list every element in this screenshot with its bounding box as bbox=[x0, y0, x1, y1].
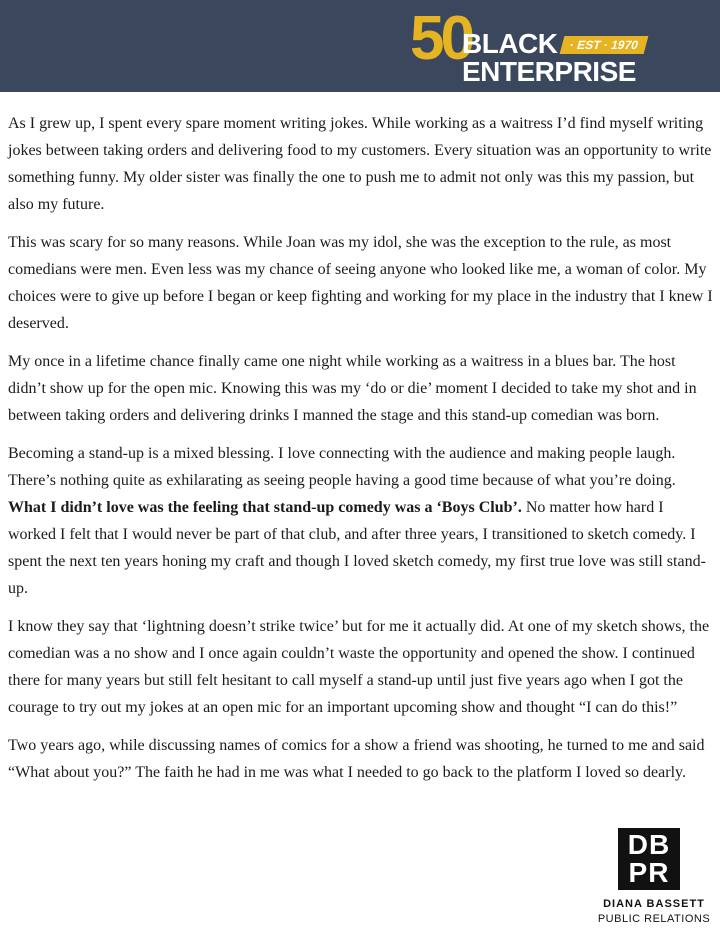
logo-line-enterprise: ENTERPRISE bbox=[462, 56, 636, 87]
black-enterprise-logo bbox=[410, 4, 660, 87]
paragraph-4-bold: What I didn’t love was the feeling that stand-up comedy was a ‘Boys Club’. bbox=[8, 499, 522, 516]
paragraph-5: I know they say that ‘lightning doesn’t strike twice’ but for me it actually did. At one of my sketch shows, the comedian was a no show and I once again couldn’t waste the opportunity and opened the show. I continued there for many years but still felt hesitant to call myself a stand-up until just five years ago when I got the courage to try out my jokes at an open mic for an important upcoming show and thought “I can do this!” bbox=[8, 618, 710, 716]
logo-number: 50 bbox=[410, 4, 471, 73]
article-body bbox=[8, 110, 714, 797]
dbpr-mark-bottom: PR bbox=[628, 857, 670, 888]
dbpr-name: DIANA BASSETT bbox=[603, 898, 705, 910]
page-header bbox=[0, 0, 720, 92]
paragraph-4-start: Becoming a stand-up is a mixed blessing. I love connecting with the audience and making people laugh. There’s nothing quite as exhilarating as seeing people having a good time because of what you’re doing. bbox=[8, 445, 676, 489]
dbpr-subtitle: PUBLIC RELATIONS bbox=[597, 913, 711, 925]
paragraph-1: As I grew up, I spent every spare moment writing jokes. While working as a waitress I’d find myself writing jokes between taking orders and delivering food to my customers. Every situation was an opportunity to write something funny. My older sister was finally the one to push me to admit not only was this my passion, but also my future. bbox=[8, 115, 712, 213]
paragraph-3: My once in a lifetime chance finally came one night while working as a waitress in a blues bar. The host didn’t show up for the open mic. Knowing this was my ‘do or die’ moment I decided to take my shot and in between taking orders and delivering drinks I manned the stage and this stand-up comedian was born. bbox=[8, 353, 697, 424]
dbpr-mark bbox=[618, 828, 680, 890]
dbpr-mark-top: DB bbox=[627, 829, 671, 860]
paragraph-2: This was scary for so many reasons. While Joan was my idol, she was the exception to the rule, as most comedians were men. Even less was my chance of seeing anyone who looked like me, a woman of color. My choices were to give up before I began or keep fighting and working for my place in the industry that I knew I deserved. bbox=[8, 234, 713, 332]
dbpr-logo bbox=[592, 828, 716, 928]
paragraph-6: Two years ago, while discussing names of comics for a show a friend was shooting, he turned to me and said “What about you?” The faith he had in me was what I needed to go back to the platform I loved so dearly. bbox=[8, 737, 705, 781]
paragraph-4 bbox=[8, 440, 714, 602]
paragraph-4-end: No matter how hard I worked I felt that I would never be part of that club, and after three years, I transitioned to sketch comedy. I spent the next ten years honing my craft and though I loved sketch comedy, my first true love was still stand-up. bbox=[8, 499, 706, 597]
logo-line-black: BLACK bbox=[462, 28, 558, 59]
logo-est-badge: · EST · 1970 bbox=[560, 36, 649, 54]
